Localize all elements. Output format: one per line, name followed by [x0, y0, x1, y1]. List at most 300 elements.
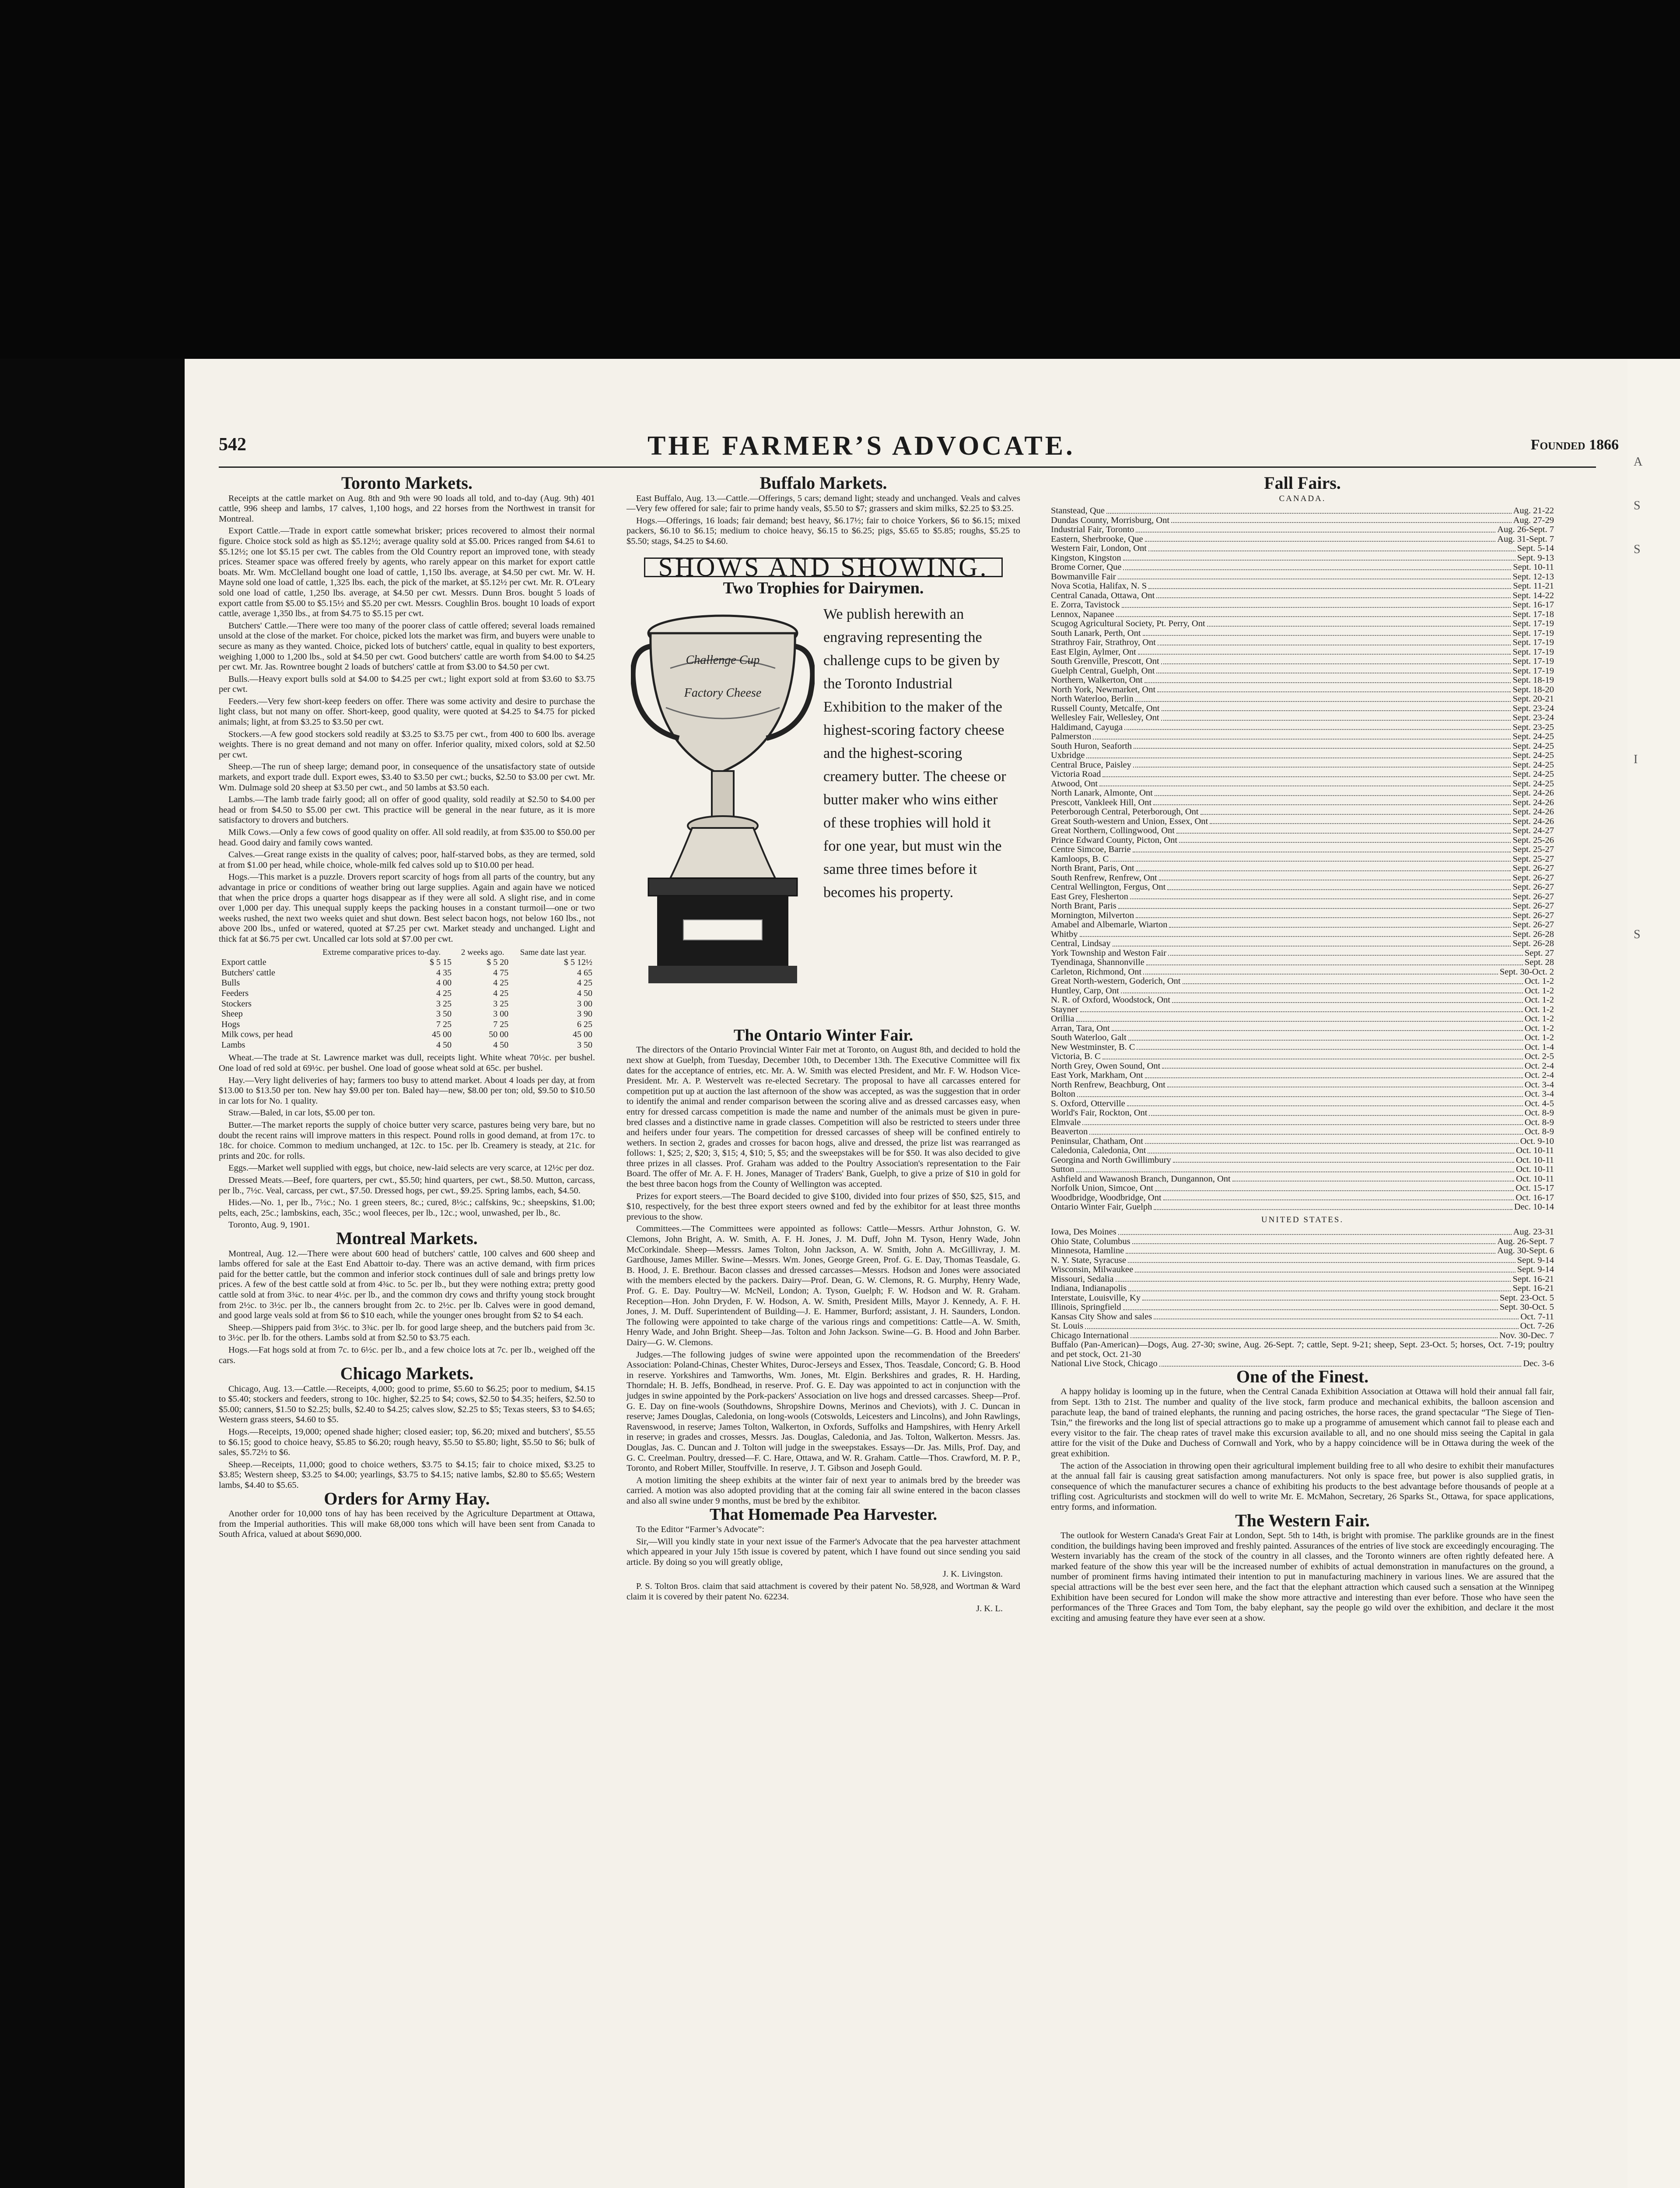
- fair-name: Great South-western and Union, Essex, Ont: [1051, 816, 1208, 826]
- list-item: [1051, 1340, 1554, 1359]
- list-item: [1051, 968, 1554, 977]
- list-item: [1051, 864, 1554, 873]
- leader-dots: [1110, 861, 1511, 862]
- fair-name: Brome Corner, Que: [1051, 562, 1122, 572]
- fair-dates: Oct. 1-4: [1524, 1042, 1554, 1052]
- list-item: [1051, 1227, 1554, 1237]
- article-paragraph: Receipts at the cattle market on Aug. 8th and 9th were 90 loads all told, and to-day (Aug. 9th) 401 cattle, 996 sheep and lambs, 17 calves, 1,100 hogs, and 22 horses from the Northwest in transit for Montreal.: [219, 493, 595, 524]
- fair-name: Georgina and North Gwillimbury: [1051, 1155, 1171, 1165]
- table-cell: 4 25: [436, 988, 452, 998]
- fair-dates: Sept. 18-20: [1512, 684, 1554, 694]
- fair-dates: Oct. 3-4: [1524, 1080, 1554, 1090]
- fair-name: North Lanark, Almonte, Ont: [1051, 788, 1153, 798]
- list-item: [1051, 1005, 1554, 1015]
- article-paragraph: Stockers.—A few good stockers sold readily at $3.25 to $3.75 per cwt., from 400 to 600 lbs. average weights. There is no great demand and not many on offer. Inferior quality, mixed colors, sold at $2.50 per cwt.: [219, 729, 595, 760]
- leader-dots: [1118, 1234, 1512, 1235]
- article-paragraph: Straw.—Baled, in car lots, $5.00 per ton.: [228, 1108, 375, 1118]
- leader-dots: [1161, 720, 1511, 721]
- price-comparison-table: [219, 947, 595, 1051]
- fair-dates: Oct. 10-11: [1516, 1155, 1554, 1165]
- fair-dates: Sept. 24-27: [1512, 826, 1554, 836]
- leader-dots: [1085, 1328, 1519, 1329]
- fair-name: Great Northern, Collingwood, Ont: [1051, 826, 1175, 836]
- article-paragraph: Feeders.—Very few short-keep feeders on offer. There was some activity and desire to purchase the light class, but not many on offer. Short-keep, good quality, were quoted at $4.25 to $4.75 for picked animals; light, at from $3.25 to $3.50 per cwt.: [219, 696, 595, 727]
- fair-dates: Aug. 26-Sept. 7: [1497, 1236, 1554, 1246]
- leader-dots: [1128, 1290, 1511, 1291]
- fair-name: South Lanark, Perth, Ont: [1051, 628, 1141, 638]
- table-cell: $ 5 12½: [564, 957, 592, 968]
- leader-dots: [1136, 870, 1511, 871]
- table-cell: Feeders: [221, 988, 249, 998]
- article-paragraph: Another order for 10,000 tons of hay has been received by the Agriculture Department at Ottawa, from the Imperial authorities. This will make 68,000 tons which will have been sent from Canada to South Africa, valued at about $690,000.: [219, 1509, 595, 1539]
- leader-dots: [1146, 964, 1523, 965]
- fair-name: East Grey, Flesherton: [1051, 891, 1128, 901]
- table-cell: 3 00: [577, 999, 592, 1009]
- leader-dots: [1210, 823, 1511, 824]
- newspaper-page: [185, 359, 1628, 2188]
- list-item: [1051, 525, 1554, 535]
- list-item: [1051, 817, 1554, 827]
- table-cell: 45 00: [573, 1030, 592, 1040]
- fair-name: Kamloops, B. C: [1051, 854, 1109, 864]
- leader-dots: [1089, 1134, 1523, 1135]
- leader-dots: [1135, 1272, 1516, 1273]
- fair-dates: Aug. 30-Sept. 6: [1497, 1246, 1554, 1256]
- leader-dots: [1123, 569, 1511, 570]
- fair-dates: Dec. 10-14: [1514, 1202, 1554, 1212]
- article-paragraph: Sheep.—The run of sheep large; demand poor, in consequence of the unsatisfactory state of outside markets, and export trade dull. Export ewes, $3.40 to $3.50 per cwt.; bucks, $2.50 to $3.00 per cwt. Mr. Wm. Dulmage sold 20 sheep at $3.50 per cwt., and 50 lambs at $3.50 each.: [219, 762, 595, 792]
- fair-name: Buffalo (Pan-American)—Dogs, Aug. 27-30; swine, Aug. 26-Sept. 7; cattle, Sept. 9-21; sheep, Sept. 23-Oct. 5; horses, Oct. 7-19; poultry and pet stock, Oct. 21-30: [1051, 1340, 1554, 1359]
- fair-dates: Sept. 16-17: [1512, 600, 1554, 610]
- leader-dots: [1134, 748, 1511, 749]
- fair-name: Uxbridge: [1051, 750, 1085, 761]
- list-item: [1051, 516, 1554, 526]
- leader-dots: [1149, 1115, 1522, 1116]
- fair-dates: Sept. 9-14: [1517, 1255, 1554, 1265]
- list-item: [1051, 958, 1554, 968]
- founded-label: Founded 1866: [1530, 437, 1619, 453]
- leader-dots: [1116, 616, 1511, 617]
- cup-inscription-1: Challenge Cup: [686, 653, 760, 667]
- leader-dots: [1176, 833, 1511, 834]
- list-item: [1051, 977, 1554, 986]
- fair-dates: Sept. 24-25: [1512, 778, 1554, 789]
- table-header-row: [219, 947, 595, 958]
- list-item: [1051, 845, 1554, 855]
- fair-name: Scugog Agricultural Society, Pt. Perry, Ont: [1051, 619, 1205, 629]
- leader-dots: [1113, 946, 1511, 947]
- fair-name: North Brant, Paris: [1051, 901, 1116, 911]
- fair-name: Ashfield and Wawanosh Branch, Dungannon, Ont: [1051, 1174, 1231, 1184]
- fair-dates: Oct. 1-2: [1524, 1033, 1554, 1043]
- table-row: [219, 978, 595, 989]
- masthead-title: THE FARMER’S ADVOCATE.: [648, 431, 1075, 461]
- leader-dots: [1162, 1068, 1522, 1069]
- fair-dates: Sept. 11-21: [1513, 581, 1554, 591]
- list-item: [1051, 638, 1554, 648]
- article-paragraph: Sheep.—Shippers paid from 3½c. to 3¾c. per lb. for good large sheep, and the butchers paid from 3c. to 3½c. per lb. for the others. Lambs sold at from $2.50 to $3.75 each.: [219, 1322, 595, 1343]
- fair-name: Stayner: [1051, 1004, 1078, 1014]
- fair-name: Eastern, Sherbrooke, Que: [1051, 534, 1143, 544]
- column-2: [626, 475, 1020, 1616]
- fair-dates: Dec. 3-6: [1523, 1359, 1554, 1369]
- page-header: [219, 431, 1619, 462]
- one-of-finest-heading: One of the Finest.: [1236, 1366, 1369, 1386]
- fair-name: Central Canada, Ottawa, Ont: [1051, 590, 1155, 600]
- fair-name: Ohio State, Columbus: [1051, 1236, 1130, 1246]
- fair-name: North Renfrew, Beachburg, Ont: [1051, 1080, 1166, 1090]
- list-item: [1051, 1099, 1554, 1109]
- leader-dots: [1123, 1309, 1498, 1310]
- fair-dates: Oct. 1-2: [1524, 985, 1554, 996]
- fair-name: Northern, Walkerton, Ont: [1051, 675, 1143, 685]
- list-item: [1051, 939, 1554, 949]
- leader-dots: [1136, 532, 1495, 533]
- fair-name: Amabel and Albemarle, Wiarton: [1051, 920, 1168, 930]
- trophy-section: [626, 598, 1020, 1027]
- list-item: [1051, 855, 1554, 864]
- fair-dates: Sept. 17-19: [1512, 666, 1554, 676]
- leader-dots: [1167, 889, 1511, 890]
- list-item: [1051, 544, 1554, 554]
- fair-dates: Sept. 14-22: [1512, 590, 1554, 600]
- leader-dots: [1118, 908, 1511, 909]
- trophies-text: We publish herewith an engraving representing the challenge cups to be given by the Toronto Industrial Exhibition to the maker of the highest-scoring factory cheese and the highest-scoring creamery butter. The cheese or butter maker who wins either of these trophies will hold it for one year, but must win the same three times before it becomes his property.: [823, 606, 1006, 901]
- us-fairs-list: [1051, 1227, 1554, 1369]
- fair-name: North Brant, Paris, Ont: [1051, 863, 1134, 873]
- fair-name: Arran, Tara, Ont: [1051, 1023, 1110, 1033]
- list-item: [1051, 1108, 1554, 1118]
- leader-dots: [1154, 1209, 1512, 1210]
- trophies-heading: Two Trophies for Dairymen.: [723, 579, 924, 598]
- fair-name: Nova Scotia, Halifax, N. S: [1051, 581, 1147, 591]
- header-rule: [219, 466, 1596, 468]
- list-item: [1051, 1193, 1554, 1203]
- fair-dates: Sept. 24-25: [1512, 732, 1554, 742]
- fair-name: Industrial Fair, Toronto: [1051, 525, 1134, 535]
- table-cell: 3 50: [436, 1009, 452, 1019]
- list-item: [1051, 535, 1554, 544]
- fair-name: Ontario Winter Fair, Guelph: [1051, 1202, 1152, 1212]
- list-item: [1051, 554, 1554, 563]
- fair-name: Caledonia, Caledonia, Ont: [1051, 1146, 1146, 1156]
- fair-dates: Sept. 28: [1524, 957, 1554, 968]
- article-paragraph: Calves.—Great range exists in the quality of calves; poor, half-starved bobs, as they are termed, sold at from $1.00 per head, while choice, whole-milk fed calves sold up to $10.00 per head.: [219, 850, 595, 870]
- fair-dates: Oct. 2-4: [1524, 1061, 1554, 1071]
- leader-dots: [1144, 682, 1511, 683]
- list-item: [1051, 920, 1554, 930]
- fair-name: Palmerston: [1051, 732, 1092, 742]
- list-item: [1051, 582, 1554, 591]
- fair-dates: Sept. 26-27: [1512, 910, 1554, 920]
- table-cell: 3 25: [436, 999, 452, 1009]
- article-paragraph: The directors of the Ontario Provincial Winter Fair met at Toronto, on August 8th, and decided to hold the next show at Guelph, from Tuesday, December 10th, to December 13th. The Executive Committee will fix dates for the acceptance of entries, etc. Mr. A. W. Smith was elected President, and Mr. F. W. Hodson Vice-President. Mr. A. P. Westervelt was re-elected Secretary. The proposal to have all carcasses entered for competition put up at auction the last afternoon of the show was accepted, as was the suggestion that in order to identify the animal and render comparison between the scoring alive and as dressed carcasses easy, when entry for dressed carcass competition is made the name and number of the animals must be given in pure-bred classes and a distinctive name in grade classes. Competition will also be restricted to steers under three and heifers under four years. The competition for dressed carcasses of sheep will be confined entirely to wethers. In section 2, grades and crosses for bacon hogs, alive and dressed, the prize list was rearranged as follows: 1, $25; 2, $20; 3, $15; 4, $10; 5, $5; and the sweepstakes will be for $50. It was also decided to give three prizes in all classes. Prof. Graham was added to the Poultry Association's representation to the Fair Board. The offer of Mr. A. F. H. Jones, Manager of Traders' Bank, Guelph, to give a prize of $10 in gold for the best three bacon hogs from the County of Wellington was accepted.: [626, 1045, 1020, 1189]
- list-item: [1051, 751, 1554, 761]
- fragment-letter: S: [1634, 543, 1641, 556]
- leader-dots: [1145, 1077, 1523, 1078]
- fair-name: Wisconsin, Milwaukee: [1051, 1265, 1134, 1275]
- fair-dates: Oct. 9-10: [1520, 1136, 1554, 1146]
- winter-fair-heading: The Ontario Winter Fair.: [733, 1026, 914, 1045]
- us-subheading: UNITED STATES.: [1261, 1215, 1344, 1224]
- table-row: [219, 1020, 595, 1030]
- fair-dates: Oct. 1-2: [1524, 1023, 1554, 1033]
- fair-name: Great North-western, Goderich, Ont: [1051, 976, 1181, 986]
- list-item: [1051, 798, 1554, 808]
- fair-dates: Sept. 16-21: [1512, 1274, 1554, 1284]
- fair-dates: Oct. 7-11: [1520, 1311, 1554, 1322]
- list-item: [1051, 742, 1554, 751]
- table-header-cell: Same date last year.: [520, 947, 586, 957]
- table-row: [219, 989, 595, 999]
- table-row: [219, 1040, 595, 1051]
- table-cell: Butchers' cattle: [221, 968, 275, 978]
- table-cell: Milk cows, per head: [221, 1030, 293, 1040]
- fair-dates: Sept. 17-19: [1512, 619, 1554, 629]
- table-cell: 3 25: [493, 999, 509, 1009]
- table-cell: 4 25: [493, 978, 509, 988]
- list-item: [1051, 1024, 1554, 1034]
- leader-dots: [1130, 1337, 1498, 1338]
- leader-dots: [1153, 804, 1511, 805]
- fair-name: World's Fair, Rockton, Ont: [1051, 1108, 1148, 1118]
- leader-dots: [1130, 898, 1511, 899]
- fair-dates: Sept. 23-24: [1512, 703, 1554, 713]
- fair-dates: Sept. 23-25: [1512, 722, 1554, 732]
- table-cell: 45 00: [432, 1030, 452, 1040]
- leader-dots: [1128, 1262, 1516, 1263]
- list-item: [1051, 1331, 1554, 1341]
- army-hay-heading: Orders for Army Hay.: [324, 1488, 490, 1508]
- list-item: [1051, 1033, 1554, 1043]
- fair-dates: Sept. 24-25: [1512, 769, 1554, 779]
- fair-name: Orillia: [1051, 1014, 1074, 1024]
- fair-dates: Aug. 21-22: [1513, 506, 1554, 516]
- list-item: [1051, 1184, 1554, 1193]
- list-item: [1051, 901, 1554, 911]
- leader-dots: [1116, 1281, 1511, 1282]
- leader-dots: [1169, 927, 1511, 928]
- fair-name: Minnesota, Hamline: [1051, 1246, 1124, 1256]
- list-item: [1051, 789, 1554, 798]
- article-paragraph: The outlook for Western Canada's Great Fair at London, Sept. 5th to 14th, is bright with promise. The parklike grounds are in the finest condition, the buildings having been improved and freshly painted. Assurances of the entries of live stock are exceedingly encouraging. The Western invariably has the cream of the stock of the country in all classes, and the Toronto winners are often rightly defeated here. A marked feature of the show this year will be the increased number of exhibits of actual demonstration in manufactures on the ground, a number of prominent firms having intimated their intention to put in manufacturing machinery in various lines. We are assured that the special attractions will be the best ever seen here, and the fact that the elephant attraction which caused such a sensation at the Winnipeg Exhibition have been secured for London will make the show more attractive and interesting than ever before. Those who have seen the performances of the Three Graces and Tom Tom, the baby elephant, say the people go wild over the exhibition, and declare it the most exciting and amusing feature they have ever seen at a show.: [1051, 1531, 1554, 1623]
- table-cell: 3 90: [577, 1009, 592, 1019]
- fair-dates: Sept. 24-25: [1512, 741, 1554, 751]
- list-item: [1051, 648, 1554, 657]
- list-item: [1051, 807, 1554, 817]
- article-paragraph: Lambs.—The lamb trade fairly good; all on offer of good quality, sold readily at $2.50 to $4.00 per head or from $4.50 to $5.00 per cwt. This practice will be general in the near future, as it is more satisfactory to drovers and butchers.: [219, 795, 595, 825]
- fair-name: Strathroy Fair, Strathroy, Ont: [1051, 638, 1156, 648]
- leader-dots: [1077, 1096, 1523, 1097]
- fair-name: Mornington, Milverton: [1051, 910, 1134, 920]
- fair-dates: Sept. 27: [1524, 948, 1554, 958]
- article-paragraph: A motion limiting the sheep exhibits at the winter fair of next year to animals bred by the breeder was carried. A motion was also adopted providing that at the coming fair all swine entered in the bacon classes and also all swine under 9 months, must be bred by the exhibitor.: [626, 1475, 1020, 1506]
- fair-dates: Sept. 17-18: [1512, 609, 1554, 619]
- fair-name: North Grey, Owen Sound, Ont: [1051, 1061, 1161, 1071]
- article-paragraph: Hogs.—Receipts, 19,000; opened shade higher; closed easier; top, $6.20; mixed and butchers', $5.55 to $6.15; good to choice heavy, $5.85 to $6.20; rough heavy, $5.50 to $5.80; light, $5.50 to $6; bulk of sales, $5.72½ to $6.: [219, 1427, 595, 1458]
- fair-dates: Sept. 26-27: [1512, 920, 1554, 930]
- table-cell: Lambs: [221, 1040, 245, 1050]
- leader-dots: [1157, 691, 1511, 692]
- fair-name: York Township and Weston Fair: [1051, 948, 1167, 958]
- table-cell: $ 5 15: [430, 957, 452, 968]
- fair-name: Central Wellington, Fergus, Ont: [1051, 882, 1166, 892]
- leader-dots: [1126, 1253, 1495, 1254]
- fair-name: South Waterloo, Galt: [1051, 1033, 1127, 1043]
- fair-name: North Waterloo, Berlin: [1051, 694, 1134, 704]
- article-paragraph: East Buffalo, Aug. 13.—Cattle.—Offerings, 5 cars; demand light; steady and unchanged. Veals and calves—Very few offered for sale; fair to prime handy veals, $5.50 to $7; grassers and skim milks, $2.25 to $3.25.: [626, 493, 1020, 514]
- fair-name: Huntley, Carp, Ont: [1051, 985, 1119, 996]
- fair-name: Atwood, Ont: [1051, 778, 1098, 789]
- leader-dots: [1143, 974, 1498, 975]
- fair-name: Prince Edward County, Picton, Ont: [1051, 835, 1178, 845]
- article-paragraph: Prizes for export steers.—The Board decided to give $100, divided into four prizes of $50, $25, $15, and $10, respectively, for the best three export steers owned and fed by the exhibitor for at least three months previous to the show.: [626, 1191, 1020, 1222]
- fair-name: Peterborough Central, Peterborough, Ont: [1051, 807, 1199, 817]
- fair-dates: Sept. 24-25: [1512, 760, 1554, 770]
- fair-name: Chicago International: [1051, 1330, 1129, 1340]
- scan-background-top: [0, 0, 1680, 359]
- list-item: [1051, 883, 1554, 892]
- table-cell: 6 25: [577, 1019, 592, 1029]
- list-item: [1051, 572, 1554, 582]
- list-item: [1051, 873, 1554, 883]
- fair-name: Dundas County, Morrisburg, Ont: [1051, 515, 1170, 525]
- table-cell: 4 00: [436, 978, 452, 988]
- fair-dates: Aug. 23-31: [1513, 1227, 1554, 1237]
- list-item: [1051, 1237, 1554, 1247]
- fair-name: Prescott, Vankleek Hill, Ont: [1051, 797, 1152, 807]
- table-cell: 3 50: [577, 1040, 592, 1050]
- fair-name: Kingston, Kingston: [1051, 553, 1121, 563]
- table-row: [219, 957, 595, 968]
- fair-name: Victoria Road: [1051, 769, 1101, 779]
- leader-dots: [1076, 1021, 1523, 1022]
- leader-dots: [1123, 560, 1516, 561]
- fair-dates: Sept. 30-Oct. 5: [1499, 1302, 1554, 1312]
- fair-name: Bolton: [1051, 1089, 1075, 1099]
- table-cell: 3 00: [493, 1009, 509, 1019]
- list-item: [1051, 694, 1554, 704]
- list-item: [1051, 1165, 1554, 1175]
- list-item: [1051, 1014, 1554, 1024]
- table-cell: 7 25: [436, 1019, 452, 1029]
- leader-dots: [1142, 1300, 1498, 1301]
- list-item: [1051, 949, 1554, 958]
- leader-dots: [1124, 729, 1511, 730]
- leader-dots: [1080, 1011, 1523, 1012]
- fair-name: Central, Lindsay: [1051, 939, 1111, 949]
- fair-name: New Westminster, B. C: [1051, 1042, 1135, 1052]
- fair-dates: Aug. 26-Sept. 7: [1497, 525, 1554, 535]
- fair-name: East Elgin, Aylmer, Ont: [1051, 647, 1136, 657]
- fair-dates: Oct. 3-4: [1524, 1089, 1554, 1099]
- table-cell: 4 50: [493, 1040, 509, 1050]
- letter-signature: J. K. L.: [976, 1604, 1003, 1614]
- fair-name: Whitby: [1051, 929, 1078, 939]
- leader-dots: [1133, 767, 1511, 768]
- fair-name: Haldimand, Cayuga: [1051, 722, 1123, 732]
- list-item: [1051, 1203, 1554, 1212]
- list-item: [1051, 996, 1554, 1005]
- leader-dots: [1112, 1030, 1523, 1031]
- article-paragraph: Milk Cows.—Only a few cows of good quality on offer. All sold readily, at from $35.00 to $50.00 per head. Good dairy and family cows wanted.: [219, 828, 595, 848]
- list-item: [1051, 1118, 1554, 1128]
- fair-dates: Oct. 4-5: [1524, 1098, 1554, 1108]
- fair-name: South Huron, Seaforth: [1051, 741, 1132, 751]
- table-cell: 4 75: [493, 968, 509, 978]
- fair-dates: Sept. 26-28: [1512, 939, 1554, 949]
- fair-dates: Sept. 20-21: [1512, 694, 1554, 704]
- leader-dots: [1093, 739, 1511, 740]
- list-item: [1051, 1294, 1554, 1303]
- list-item: [1051, 930, 1554, 940]
- fair-dates: Sept. 24-26: [1512, 816, 1554, 826]
- cup-inscription-2: Factory Cheese: [684, 686, 762, 700]
- list-item: [1051, 666, 1554, 676]
- table-cell: 4 35: [436, 968, 452, 978]
- fair-name: Central Bruce, Paisley: [1051, 760, 1131, 770]
- fair-name: East York, Markham, Ont: [1051, 1070, 1143, 1080]
- fair-dates: Oct. 1-2: [1524, 995, 1554, 1005]
- fair-dates: Sept. 24-26: [1512, 788, 1554, 798]
- article-paragraph: Hogs.—Offerings, 16 loads; fair demand; best heavy, $6.17½; fair to choice Yorkers, $6 to $6.15; mixed packers, $6.10 to $6.15; medium to choice heavy, $6.15 to $6.25; pigs, $5.65 to $5.85; roughs, $5.25 to $5.50; stags, $4.25 to $4.60.: [626, 515, 1020, 546]
- table-cell: 50 00: [489, 1030, 509, 1040]
- canada-fairs-list: [1051, 506, 1554, 1212]
- list-item: [1051, 713, 1554, 723]
- list-item: [1051, 1265, 1554, 1275]
- article-paragraph: Hogs.—Fat hogs sold at from 7c. to 6½c. per lb., and a few choice lots at 7c. per lb., weighed off the cars.: [219, 1345, 595, 1365]
- table-body: [219, 957, 595, 1050]
- list-item: [1051, 1322, 1554, 1331]
- fair-name: Norfolk Union, Simcoe, Ont: [1051, 1183, 1154, 1193]
- fair-dates: Oct. 10-11: [1516, 1164, 1554, 1175]
- table-cell: 4 25: [493, 988, 509, 998]
- fragment-letter: S: [1634, 928, 1641, 941]
- leader-dots: [1179, 842, 1511, 843]
- fair-dates: Sept. 26-27: [1512, 882, 1554, 892]
- fair-dates: Oct. 2-5: [1524, 1052, 1554, 1062]
- fair-name: Carleton, Richmond, Ont: [1051, 967, 1142, 977]
- leader-dots: [1128, 1040, 1523, 1041]
- fair-name: North York, Newmarket, Ont: [1051, 684, 1156, 694]
- article-paragraph: Wheat.—The trade at St. Lawrence market was dull, receipts light. White wheat 70½c. per bushel. One load of red sold at 69½c. per bushel. One load of goose wheat sold at 65c. per bushel.: [219, 1053, 595, 1073]
- fair-dates: Sept. 26-27: [1512, 863, 1554, 873]
- table-cell: Sheep: [221, 1009, 243, 1019]
- fair-name: Illinois, Springfield: [1051, 1302, 1121, 1312]
- list-item: [1051, 761, 1554, 770]
- fair-dates: Sept. 26-27: [1512, 873, 1554, 883]
- fair-dates: Oct. 7-26: [1520, 1321, 1554, 1331]
- fair-name: Iowa, Des Moines: [1051, 1227, 1116, 1237]
- fair-dates: Sept. 24-26: [1512, 797, 1554, 807]
- article-paragraph: Sir,—Will you kindly state in your next issue of the Farmer's Advocate that the pea harvester attachment which appeared in your July 15th issue is covered by patent, which I have found out since sending you said article. By doing so you will greatly oblige,: [626, 1536, 1020, 1567]
- fair-name: N. R. of Oxford, Woodstock, Ont: [1051, 995, 1170, 1005]
- column-1: [219, 475, 595, 1542]
- fair-name: E. Zorra, Tavistock: [1051, 600, 1120, 610]
- list-item: [1051, 986, 1554, 996]
- leader-dots: [1136, 917, 1511, 918]
- list-item: [1051, 676, 1554, 685]
- fair-name: South Grenville, Prescott, Ont: [1051, 656, 1159, 666]
- table-header-cell: 2 weeks ago.: [461, 947, 504, 957]
- list-item: [1051, 732, 1554, 742]
- list-item: [1051, 1275, 1554, 1284]
- list-item: [1051, 770, 1554, 779]
- fair-name: Missouri, Sedalia: [1051, 1274, 1114, 1284]
- fair-name: Woodbridge, Woodbridge, Ont: [1051, 1192, 1162, 1203]
- table-cell: 4 25: [577, 978, 592, 988]
- fair-dates: Sept. 16-21: [1512, 1283, 1554, 1294]
